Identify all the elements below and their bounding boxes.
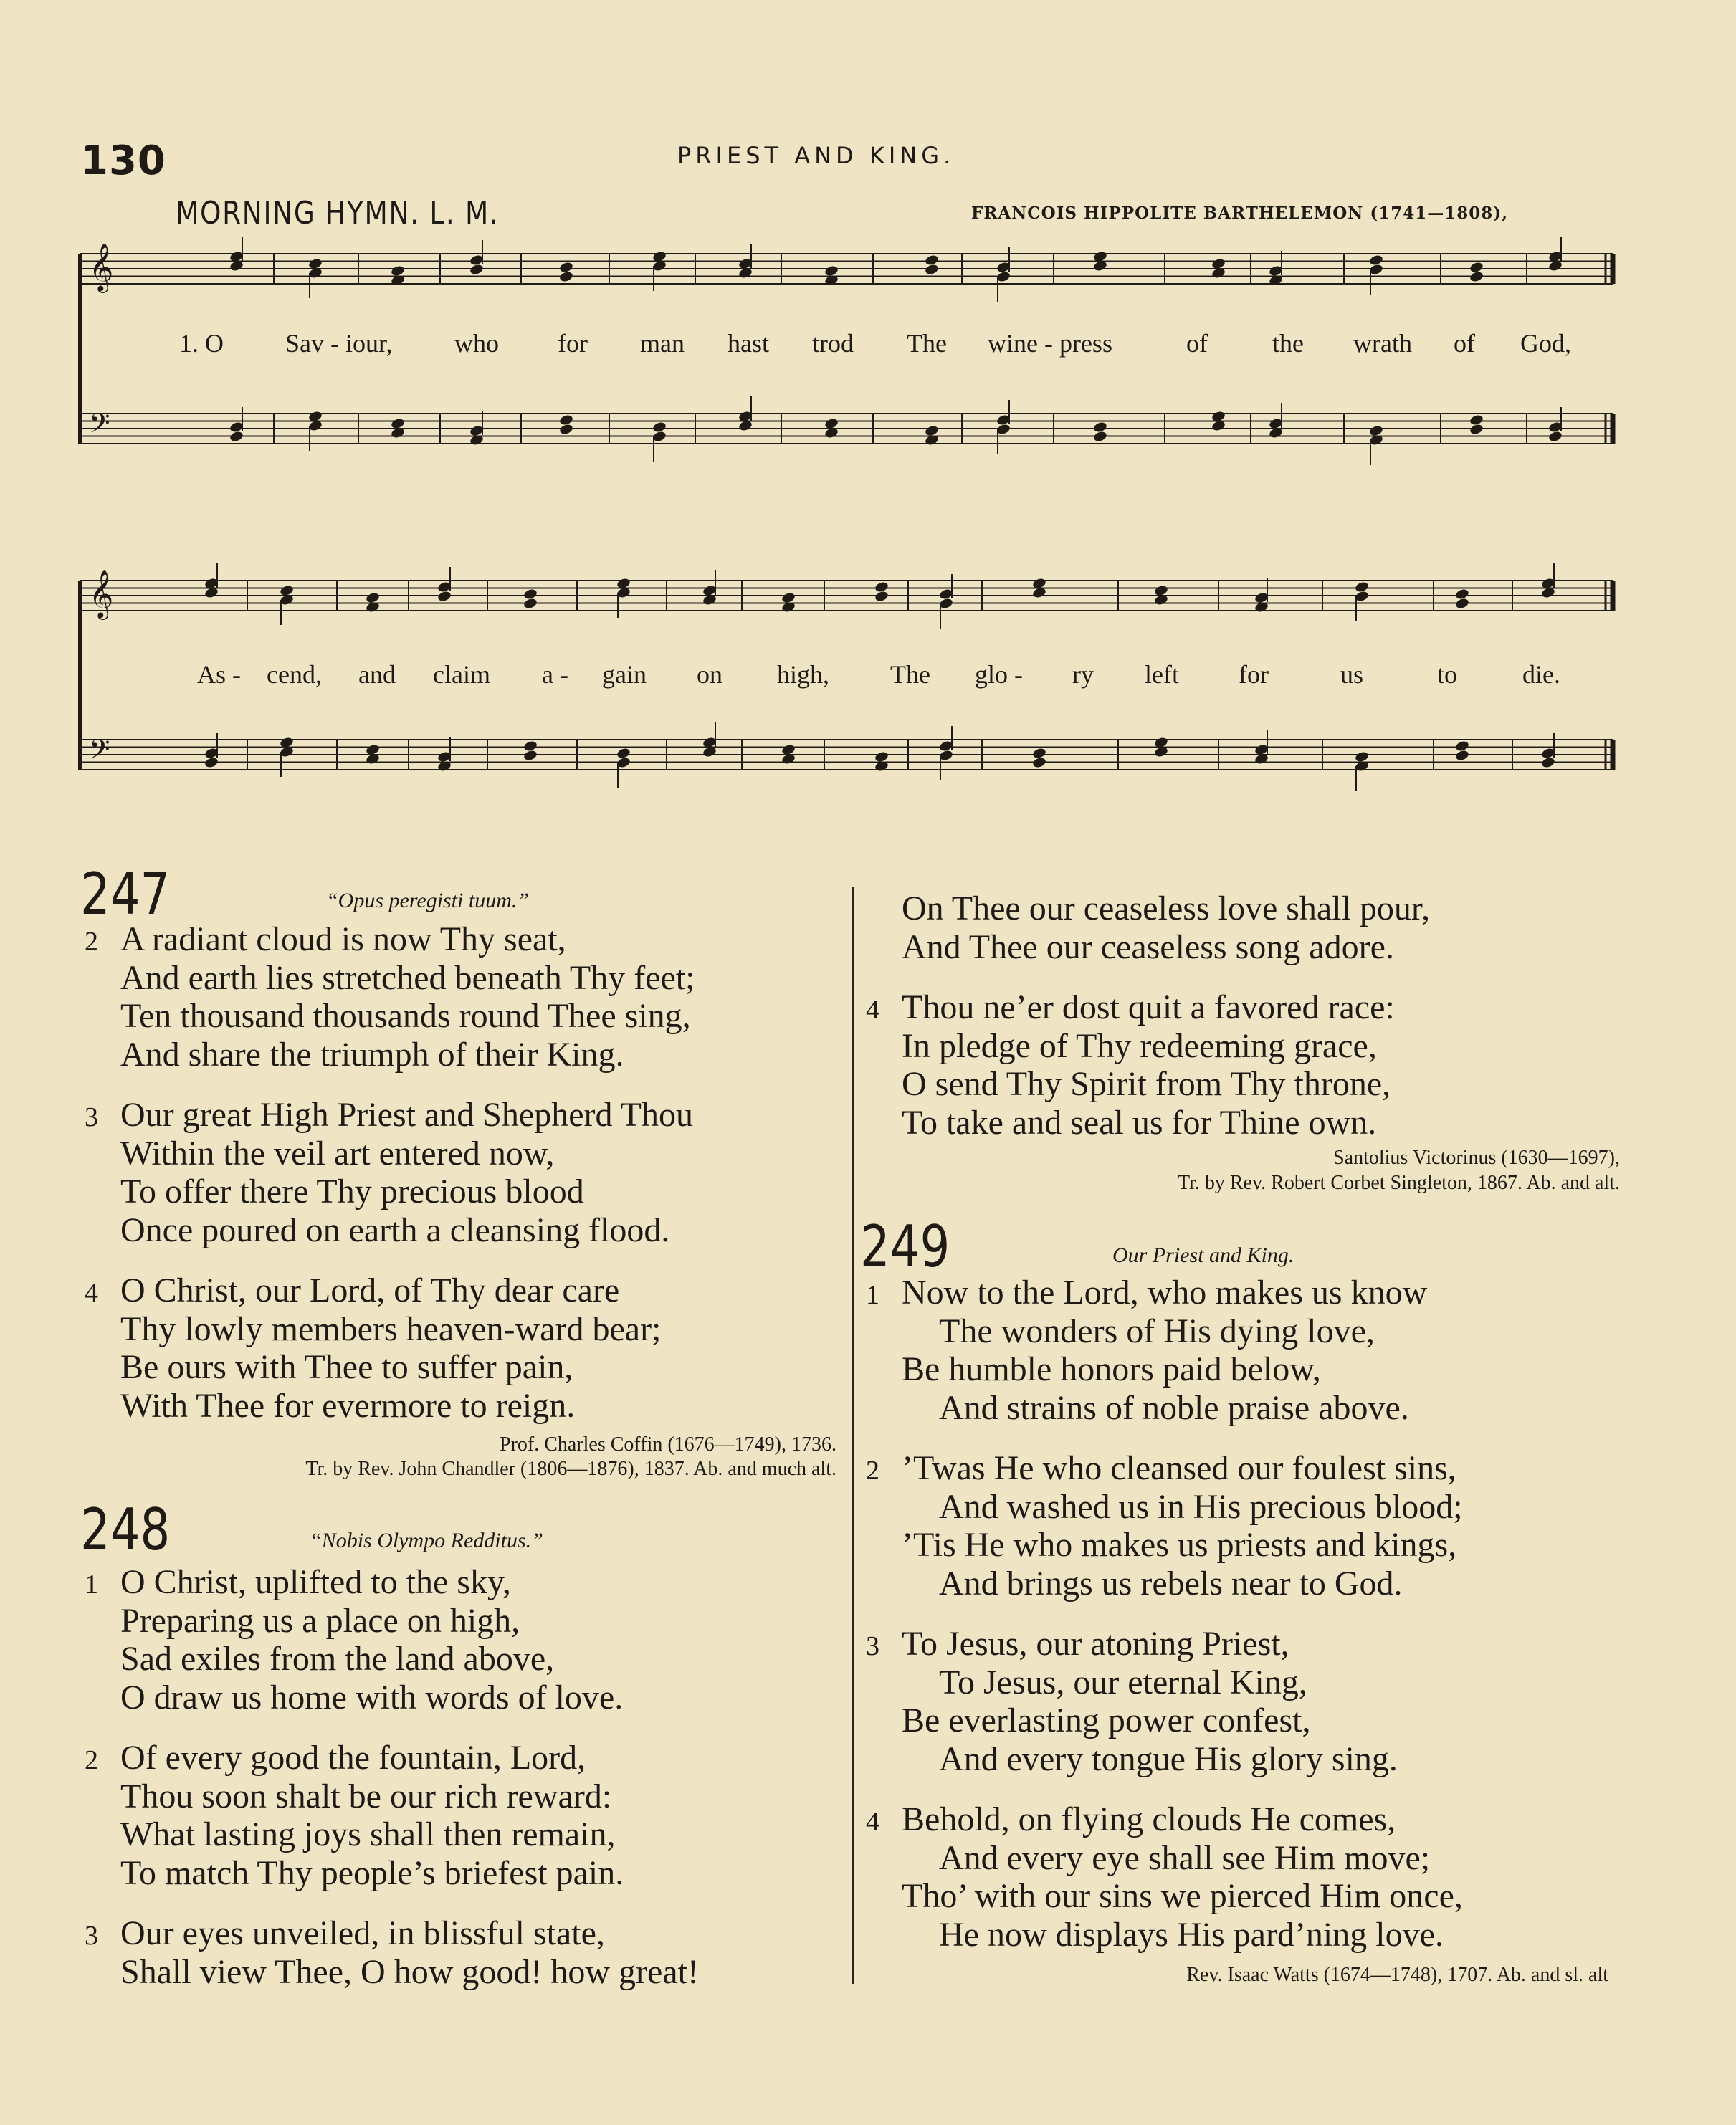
verse-line: And strains of noble praise above.: [939, 1388, 1409, 1427]
verse-line: The wonders of His dying love,: [939, 1312, 1375, 1350]
hymn-translator-credit: Tr. by Rev. Robert Corbet Singleton, 1867. Ab. and alt.: [1177, 1172, 1620, 1194]
verse-line: Once poured on earth a cleansing flood.: [120, 1210, 670, 1249]
lyric-syllable: of: [1186, 329, 1208, 358]
lyric-syllable: for: [1239, 660, 1269, 689]
lyric-syllable: die.: [1522, 660, 1560, 689]
verse-line: Now to the Lord, who makes us know: [902, 1274, 1428, 1312]
hymn-title: “Opus peregisti tuum.”: [326, 889, 530, 912]
verse-line: Behold, on flying clouds He comes,: [902, 1800, 1396, 1838]
verse-line: And every tongue His glory sing.: [939, 1739, 1398, 1778]
verse-line: Tho’ with our sins we pierced Him once,: [902, 1877, 1463, 1915]
verse-line: In pledge of Thy redeeming grace,: [902, 1026, 1377, 1065]
verse-line: Shall view Thee, O how good! how great!: [120, 1952, 699, 1991]
svg-text:𝄞: 𝄞: [89, 569, 114, 618]
verse-line: Thou soon shalt be our rich reward:: [120, 1777, 612, 1815]
lyric-syllable: man: [640, 329, 685, 358]
svg-text:𝄞: 𝄞: [89, 242, 114, 291]
stanza-number: 1: [866, 1280, 879, 1310]
verse-line: He now displays His pard’ning love.: [939, 1915, 1444, 1954]
verse-line: Our eyes unveiled, in blissful state,: [120, 1914, 605, 1952]
hymn-title: Our Priest and King.: [1112, 1243, 1294, 1267]
lyric-syllable: claim: [433, 660, 490, 689]
lyric-syllable: 1. O: [179, 329, 224, 358]
verse-line: To offer there Thy precious blood: [120, 1173, 584, 1210]
svg-text:𝄢: 𝄢: [89, 733, 110, 772]
lyric-syllable: wine - press: [988, 329, 1112, 358]
verse-line: Sad exiles from the land above,: [120, 1640, 555, 1678]
verse-line: O Christ, uplifted to the sky,: [120, 1563, 511, 1601]
verse-line: And earth lies stretched beneath Thy feet;: [120, 958, 695, 997]
lyric-syllable: gain: [602, 660, 647, 689]
hymn-number: 248: [80, 1496, 171, 1563]
stanza-number: 2: [85, 927, 98, 957]
verse-line: To Jesus, our atoning Priest,: [902, 1625, 1289, 1663]
verse-line: To take and seal us for Thine own.: [902, 1103, 1377, 1142]
svg-text:𝄢: 𝄢: [89, 407, 110, 446]
lyric-syllable: wrath: [1353, 329, 1412, 358]
hymn-credit: Rev. Isaac Watts (1674—1748), 1707. Ab. and sl. alt: [1186, 1964, 1608, 1986]
stanza-number: 3: [85, 1102, 98, 1132]
verse-line: Ten thousand thousands round Thee sing,: [120, 997, 691, 1035]
verse-line: O Christ, our Lord, of Thy dear care: [120, 1271, 620, 1309]
verse-line: And share the triumph of their King.: [120, 1035, 624, 1074]
verse-line: With Thee for evermore to reign.: [120, 1386, 576, 1425]
hymn-number: 247: [80, 861, 171, 927]
lyric-syllable: cend,: [267, 660, 322, 689]
verse-line: O send Thy Spirit from Thy throne,: [902, 1065, 1391, 1103]
lyric-syllable: ry: [1072, 660, 1094, 689]
verse-line: And every eye shall see Him move;: [939, 1838, 1431, 1877]
stanza-number: 4: [85, 1278, 98, 1308]
verse-line: O draw us home with words of love.: [120, 1678, 624, 1716]
stanza-number: 2: [866, 1456, 879, 1486]
composer-credit: FRANCOIS HIPPOLITE BARTHELEMON (1741—1808),: [971, 204, 1509, 223]
verse-line: ’Tis He who makes us priests and kings,: [902, 1526, 1457, 1564]
lyric-syllable: us: [1340, 660, 1364, 689]
stanza-number: 3: [85, 1921, 98, 1951]
lyric-syllable: Sav - iour,: [285, 329, 393, 358]
hymn-credit: Santolius Victorinus (1630—1697),: [1333, 1147, 1620, 1169]
lyric-syllable: the: [1272, 329, 1304, 358]
lyric-syllable: trod: [812, 329, 854, 358]
lyric-syllable: The: [907, 329, 947, 358]
verse-line: And Thee our ceaseless song adore.: [902, 927, 1394, 966]
stanza-number: 4: [866, 995, 879, 1025]
running-head: PRIEST AND KING.: [677, 142, 955, 169]
stanza-number: 2: [85, 1745, 98, 1775]
stanza-number: 3: [866, 1631, 879, 1661]
stanza-number: 4: [866, 1807, 879, 1837]
verse-line: ’Twas He who cleansed our foulest sins,: [902, 1449, 1456, 1487]
verse-line: To Jesus, our eternal King,: [939, 1663, 1307, 1701]
lyric-syllable: to: [1437, 660, 1458, 689]
verse-line: Within the veil art entered now,: [120, 1134, 555, 1173]
hymn-number: 249: [860, 1213, 950, 1280]
lyric-syllable: and: [358, 660, 396, 689]
lyric-syllable: for: [558, 329, 588, 358]
verse-line: Our great High Priest and Shepherd Thou: [120, 1096, 693, 1134]
verse-line: Preparing us a place on high,: [120, 1601, 520, 1640]
verse-line: On Thee our ceaseless love shall pour,: [902, 889, 1430, 927]
lyric-syllable: glo -: [975, 660, 1023, 689]
column-divider: [852, 887, 854, 1984]
verse-line: To match Thy people’s briefest pain.: [120, 1853, 624, 1892]
music-score: [0, 0, 1736, 846]
lyric-syllable: high,: [777, 660, 830, 689]
lyric-syllable: As -: [197, 660, 241, 689]
verse-line: What lasting joys shall then remain,: [120, 1815, 616, 1853]
lyric-syllable: on: [697, 660, 722, 689]
lyric-syllable: who: [454, 329, 499, 358]
lyric-syllable: left: [1145, 660, 1179, 689]
verse-line: Thy lowly members heaven-ward bear;: [120, 1309, 662, 1348]
lyric-syllable: The: [890, 660, 930, 689]
tune-name: MORNING HYMN. L. M.: [176, 195, 500, 231]
verse-line: A radiant cloud is now Thy seat,: [120, 920, 566, 958]
lyric-syllable: a -: [542, 660, 568, 689]
hymn-credit: Prof. Charles Coffin (1676—1749), 1736.: [500, 1433, 836, 1456]
hymn-translator-credit: Tr. by Rev. John Chandler (1806—1876), 1837. Ab. and much alt.: [305, 1458, 836, 1480]
verse-line: Be ours with Thee to suffer pain,: [120, 1348, 573, 1386]
lyric-syllable: of: [1454, 329, 1475, 358]
verse-line: And brings us rebels near to God.: [939, 1564, 1403, 1603]
page-number: 130: [80, 138, 166, 184]
verse-line: Thou ne’er dost quit a favored race:: [902, 988, 1395, 1026]
lyric-syllable: hast: [728, 329, 769, 358]
lyric-syllable: God,: [1520, 329, 1571, 358]
verse-line: Of every good the fountain, Lord,: [120, 1739, 586, 1777]
stanza-number: 1: [85, 1570, 98, 1600]
verse-line: And washed us in His precious blood;: [939, 1487, 1463, 1526]
hymn-title: “Nobis Olympo Redditus.”: [310, 1529, 543, 1552]
verse-line: Be humble honors paid below,: [902, 1350, 1321, 1388]
verse-line: Be everlasting power confest,: [902, 1701, 1311, 1739]
